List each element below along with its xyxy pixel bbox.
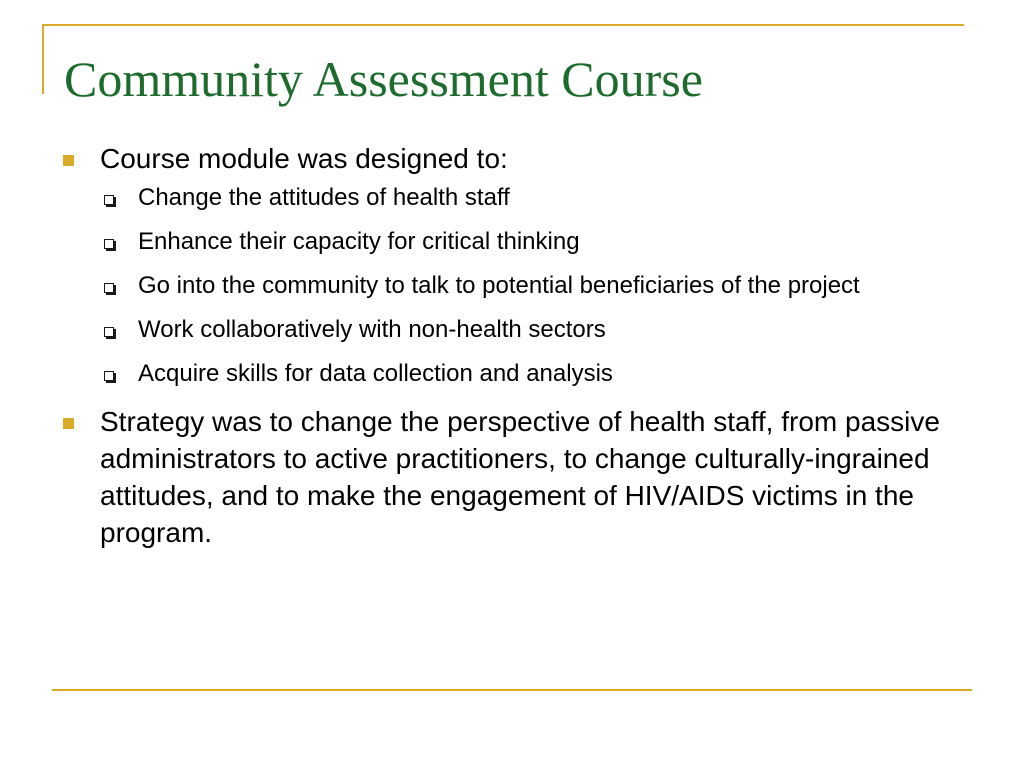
left-border-line [42,24,44,94]
bullet-text: Strategy was to change the perspective of health staff, from passive administrators to active practitioners, to change culturally-ingrained attitudes, and to make the engagement of HIV/AIDS victims in the program. [100,406,940,548]
sub-bullet-text: Work collaboratively with non-health sectors [138,316,606,343]
slide-content [60,140,970,557]
sub-bullet-item [60,359,970,389]
hollow-square-bullet-icon [104,371,114,381]
hollow-square-bullet-icon [104,239,114,249]
bottom-border-line [52,689,972,691]
sub-bullet-item [60,183,970,213]
square-bullet-icon [63,418,74,429]
sub-bullet-item [60,227,970,257]
hollow-square-bullet-icon [104,327,114,337]
sub-bullet-text: Enhance their capacity for critical thinking [138,228,580,255]
sub-bullet-text: Go into the community to talk to potential beneficiaries of the project [138,272,860,299]
bullet-item [60,140,970,177]
sub-bullet-item [60,271,970,301]
bullet-item [60,403,970,551]
sub-bullet-item [60,315,970,345]
top-border-line [42,24,964,26]
square-bullet-icon [63,155,74,166]
sub-bullet-text: Change the attitudes of health staff [138,184,510,211]
sub-bullet-text: Acquire skills for data collection and analysis [138,360,613,387]
hollow-square-bullet-icon [104,195,114,205]
bullet-text: Course module was designed to: [100,143,508,174]
sub-bullet-list [60,183,970,389]
hollow-square-bullet-icon [104,283,114,293]
slide-title: Community Assessment Course [64,51,703,107]
